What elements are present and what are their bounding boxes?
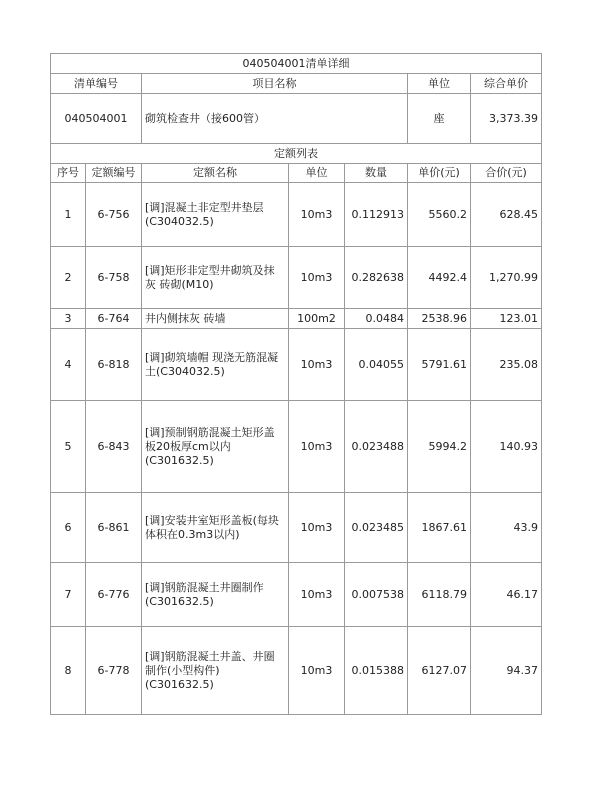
row-unit: 10m3 bbox=[289, 183, 345, 247]
row-unit-price: 6127.07 bbox=[408, 627, 471, 715]
row-name: [调]矩形非定型井砌筑及抹灰 砖砌(M10) bbox=[142, 247, 289, 309]
list-unit: 座 bbox=[408, 94, 471, 144]
row-qty: 0.04055 bbox=[345, 329, 408, 401]
table-row bbox=[51, 627, 542, 715]
list-unit-header: 单位 bbox=[408, 74, 471, 94]
table-row bbox=[51, 247, 542, 309]
list-unit-price-header: 综合单价 bbox=[471, 74, 542, 94]
row-unit-price: 5560.2 bbox=[408, 183, 471, 247]
row-total: 235.08 bbox=[471, 329, 542, 401]
row-name: [调]安装井室矩形盖板(每块体积在0.3m3以内) bbox=[142, 493, 289, 563]
row-total: 43.9 bbox=[471, 493, 542, 563]
row-name: [调]预制钢筋混凝土矩形盖板20板厚cm以内(C301632.5) bbox=[142, 401, 289, 493]
row-code: 6-756 bbox=[86, 183, 142, 247]
row-seq: 1 bbox=[51, 183, 86, 247]
table-row bbox=[51, 493, 542, 563]
title-row bbox=[51, 54, 542, 74]
row-name: 井内侧抹灰 砖墙 bbox=[142, 309, 289, 329]
row-qty: 0.023488 bbox=[345, 401, 408, 493]
row-seq: 3 bbox=[51, 309, 86, 329]
row-unit: 10m3 bbox=[289, 329, 345, 401]
table-row bbox=[51, 401, 542, 493]
row-total: 123.01 bbox=[471, 309, 542, 329]
row-seq: 8 bbox=[51, 627, 86, 715]
quota-code-header: 定额编号 bbox=[86, 164, 142, 183]
quota-section-title: 定额列表 bbox=[51, 144, 542, 164]
list-code-header: 清单编号 bbox=[51, 74, 142, 94]
row-name: [调]钢筋混凝土井圈制作(C301632.5) bbox=[142, 563, 289, 627]
row-total: 1,270.99 bbox=[471, 247, 542, 309]
row-unit: 10m3 bbox=[289, 493, 345, 563]
quota-total-header: 合价(元) bbox=[471, 164, 542, 183]
row-code: 6-776 bbox=[86, 563, 142, 627]
row-unit: 10m3 bbox=[289, 563, 345, 627]
list-name: 砌筑检查井（接600管） bbox=[142, 94, 408, 144]
row-seq: 6 bbox=[51, 493, 86, 563]
row-unit: 10m3 bbox=[289, 627, 345, 715]
row-unit-price: 2538.96 bbox=[408, 309, 471, 329]
row-code: 6-758 bbox=[86, 247, 142, 309]
row-qty: 0.023485 bbox=[345, 493, 408, 563]
row-qty: 0.112913 bbox=[345, 183, 408, 247]
quota-section-row bbox=[51, 144, 542, 164]
table-row bbox=[51, 329, 542, 401]
list-name-header: 项目名称 bbox=[142, 74, 408, 94]
row-total: 628.45 bbox=[471, 183, 542, 247]
row-seq: 5 bbox=[51, 401, 86, 493]
list-header-row bbox=[51, 74, 542, 94]
row-qty: 0.007538 bbox=[345, 563, 408, 627]
row-code: 6-778 bbox=[86, 627, 142, 715]
row-code: 6-861 bbox=[86, 493, 142, 563]
row-seq: 7 bbox=[51, 563, 86, 627]
row-unit: 10m3 bbox=[289, 401, 345, 493]
row-unit-price: 5994.2 bbox=[408, 401, 471, 493]
quota-qty-header: 数量 bbox=[345, 164, 408, 183]
quota-header-row bbox=[51, 164, 542, 183]
quota-name-header: 定额名称 bbox=[142, 164, 289, 183]
row-code: 6-843 bbox=[86, 401, 142, 493]
table-row bbox=[51, 183, 542, 247]
row-code: 6-764 bbox=[86, 309, 142, 329]
row-unit: 10m3 bbox=[289, 247, 345, 309]
row-unit-price: 5791.61 bbox=[408, 329, 471, 401]
row-qty: 0.015388 bbox=[345, 627, 408, 715]
list-unit-price: 3,373.39 bbox=[471, 94, 542, 144]
list-code: 040504001 bbox=[51, 94, 142, 144]
list-item-row bbox=[51, 94, 542, 144]
row-name: [调]混凝土非定型井垫层(C304032.5) bbox=[142, 183, 289, 247]
row-seq: 2 bbox=[51, 247, 86, 309]
row-unit: 100m2 bbox=[289, 309, 345, 329]
row-total: 94.37 bbox=[471, 627, 542, 715]
quota-seq-header: 序号 bbox=[51, 164, 86, 183]
row-qty: 0.282638 bbox=[345, 247, 408, 309]
row-seq: 4 bbox=[51, 329, 86, 401]
row-unit-price: 1867.61 bbox=[408, 493, 471, 563]
detail-table bbox=[50, 53, 542, 715]
row-total: 140.93 bbox=[471, 401, 542, 493]
table-title: 040504001清单详细 bbox=[51, 54, 542, 74]
row-qty: 0.0484 bbox=[345, 309, 408, 329]
table-row bbox=[51, 563, 542, 627]
row-unit-price: 4492.4 bbox=[408, 247, 471, 309]
row-name: [调]砌筑墙帽 现浇无筋混凝土(C304032.5) bbox=[142, 329, 289, 401]
row-code: 6-818 bbox=[86, 329, 142, 401]
row-total: 46.17 bbox=[471, 563, 542, 627]
row-unit-price: 6118.79 bbox=[408, 563, 471, 627]
quota-unit-price-header: 单价(元) bbox=[408, 164, 471, 183]
table-row bbox=[51, 309, 542, 329]
row-name: [调]钢筋混凝土井盖、井圈制作(小型构件)(C301632.5) bbox=[142, 627, 289, 715]
quota-unit-header: 单位 bbox=[289, 164, 345, 183]
